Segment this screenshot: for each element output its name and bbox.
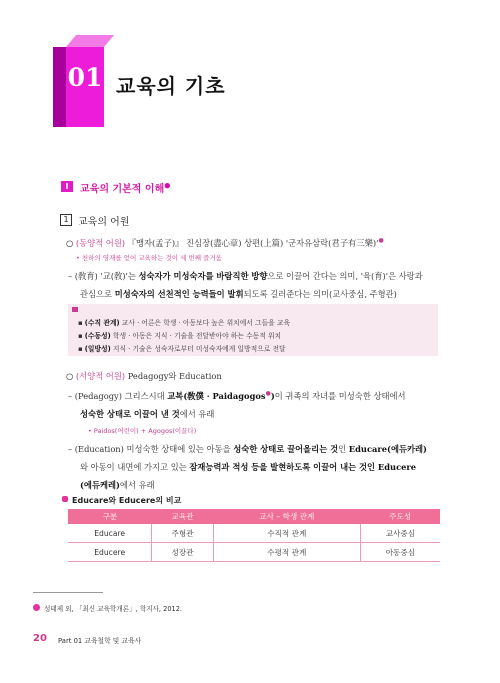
western-label: (서양적 어원) (75, 371, 126, 381)
table-header: 교육관 (152, 509, 213, 524)
table-cell: 성장관 (152, 543, 213, 562)
section-number: I (61, 181, 73, 192)
table-cell: 주형관 (152, 524, 213, 543)
education-line1: – (Education) 미성숙한 상태에 있는 아동을 성숙한 상태로 끌어올리는 것인 Educare(에듀카레) (68, 444, 427, 454)
western-heading: ○ (서양적 어원) Pedagogy와 Education (66, 371, 222, 381)
page-number: 20 (33, 633, 47, 644)
table-cell: 수평적 관계 (213, 543, 360, 562)
eastern-label: (동양적 어원) (75, 238, 126, 248)
footnote: 성태제 외, 「최신 교육학개론」, 학지사, 2012. (44, 605, 183, 613)
subsection-number: 1 (60, 214, 72, 226)
pedagogy-line1: – (Pedagogy) 그리스시대 교복(敎僕 · Paidagogos●)이 귀족의 자녀를 미성숙한 상태에서 (68, 390, 406, 401)
page-part: Part 01 교육철학 및 교육사 (58, 637, 142, 645)
example-line-2: ▪ (수동성) 학생 · 아동은 지식 · 기술을 전달받아야 하는 수동적 위치 (78, 332, 282, 340)
table-header: 교사 – 학생 관계 (213, 509, 360, 524)
example-line-3: ▪ (일방성) 지식 · 기술은 성숙자로부터 미성숙자에게 일방적으로 전달 (78, 345, 286, 353)
subsection-title: 교육의 어원 (78, 217, 130, 228)
footnote-rule (33, 592, 103, 593)
table-cell: Educere (68, 543, 152, 562)
table-header: 주도성 (360, 509, 440, 524)
eastern-note: • 천하의 영재를 얻어 교육하는 것이 세 번째 즐거움 (76, 254, 222, 262)
table-row (68, 524, 440, 543)
footnote-mark: ● (164, 181, 171, 190)
compare-title: Educare와 Educere의 비교 (72, 496, 182, 505)
table-cell: Educare (68, 524, 152, 543)
table-row (68, 543, 440, 562)
education-line2: 와 아동이 내면에 가지고 있는 잠재능력과 적성 등을 발현하도록 이끌어 내는 것인 Educere (80, 462, 417, 472)
table-header: 구분 (68, 509, 152, 524)
compare-table (68, 509, 440, 562)
eastern-item-line2: 관심으로 미성숙자의 선천적인 능력들이 발휘되도록 길러준다는 의미(교사중심, 주형관) (80, 289, 397, 299)
section-title: 교육의 기본적 이해● (80, 181, 171, 195)
education-line3: (에듀케레)에서 유래 (80, 480, 155, 490)
footnote-icon (33, 604, 40, 611)
eastern-heading: ○ (동양적 어원) 『맹자(孟子)』 진심장(盡心章) 상편(上篇) '군자유삼락(君子有三樂)'● (66, 237, 384, 248)
compare-icon (62, 496, 68, 502)
table-cell: 수직적 관계 (213, 524, 360, 543)
chapter-tab-top (66, 35, 114, 47)
eastern-item-line1: – (敎育) '교(敎)'는 성숙자가 미성숙자를 바람직한 방향으로 이끌어 간다는 의미, '육(育)'은 사랑과 (68, 271, 423, 281)
table-cell: 교사중심 (360, 524, 440, 543)
example-icon (72, 307, 78, 312)
pedagogy-note: • Paidos(어린이) + Agogos(이끌다) (88, 427, 197, 435)
chapter-number: 01 (67, 63, 103, 92)
table-cell: 아동중심 (360, 543, 440, 562)
chapter-label: CHAPTER (48, 60, 54, 91)
chapter-title: 교육의 기초 (116, 74, 226, 98)
pedagogy-line2: 성숙한 상태로 이끌어 낸 것에서 유래 (80, 409, 215, 419)
example-line-1: ▪ (수직 관계) 교사 · 어른은 학생 · 아동보다 높은 위치에서 그들을 교육 (78, 319, 291, 327)
